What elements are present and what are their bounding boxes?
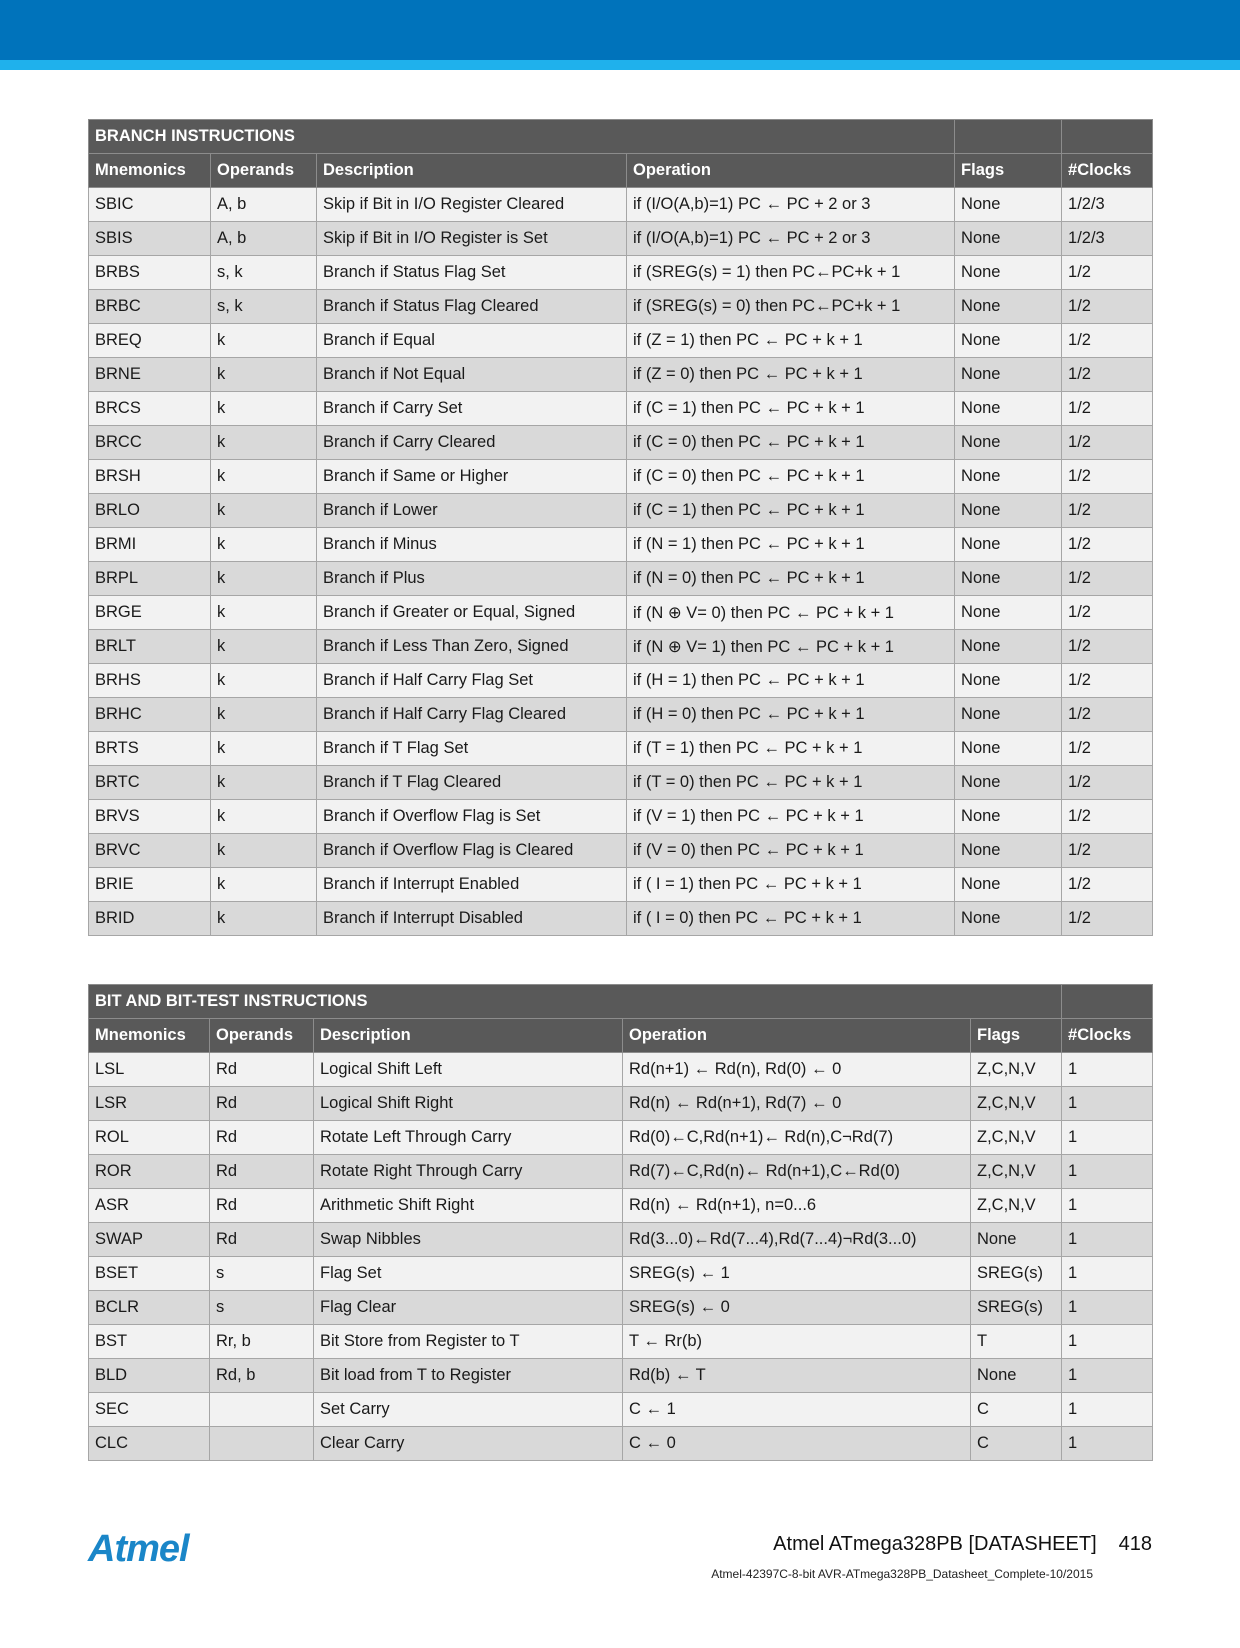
table-row <box>89 1325 1153 1359</box>
column-header: Operands <box>210 1019 314 1053</box>
mnemonic-cell: BLD <box>89 1359 210 1393</box>
operation-cell: Rd(n) ← Rd(n+1), Rd(7) ← 0 <box>623 1087 971 1121</box>
description-cell: Flag Set <box>314 1257 623 1291</box>
operation-cell: if (C = 1) then PC ← PC + k + 1 <box>627 494 955 528</box>
flags-cell: None <box>971 1359 1062 1393</box>
operation-cell: if (V = 0) then PC ← PC + k + 1 <box>627 834 955 868</box>
description-cell: Bit Store from Register to T <box>314 1325 623 1359</box>
column-header: #Clocks <box>1062 1019 1153 1053</box>
operands-cell: k <box>211 630 317 664</box>
operation-cell: Rd(b) ← T <box>623 1359 971 1393</box>
operands-cell: k <box>211 460 317 494</box>
description-cell: Branch if Overflow Flag is Cleared <box>317 834 627 868</box>
table-row <box>89 698 1153 732</box>
mnemonic-cell: BRTC <box>89 766 211 800</box>
description-cell: Clear Carry <box>314 1427 623 1461</box>
header-stripe <box>0 60 1240 70</box>
clocks-cell: 1/2 <box>1062 324 1153 358</box>
mnemonic-cell: BRVS <box>89 800 211 834</box>
mnemonic-cell: BRID <box>89 902 211 936</box>
description-cell: Logical Shift Right <box>314 1087 623 1121</box>
clocks-cell: 1/2 <box>1062 664 1153 698</box>
operands-cell: Rd <box>210 1155 314 1189</box>
clocks-cell: 1/2 <box>1062 766 1153 800</box>
flags-cell: None <box>955 392 1062 426</box>
section-title-row <box>89 120 1153 154</box>
column-header: Mnemonics <box>89 1019 210 1053</box>
table-row <box>89 902 1153 936</box>
mnemonic-cell: BRSH <box>89 460 211 494</box>
operation-cell: if (C = 0) then PC ← PC + k + 1 <box>627 460 955 494</box>
page-number: 418 <box>1118 1533 1152 1555</box>
description-cell: Branch if Carry Cleared <box>317 426 627 460</box>
clocks-cell: 1/2 <box>1062 290 1153 324</box>
clocks-cell: 1 <box>1062 1325 1153 1359</box>
table-row <box>89 834 1153 868</box>
operands-cell: k <box>211 562 317 596</box>
flags-cell: None <box>971 1223 1062 1257</box>
mnemonic-cell: BRHS <box>89 664 211 698</box>
operation-cell: if (I/O(A,b)=1) PC ← PC + 2 or 3 <box>627 222 955 256</box>
clocks-cell: 1 <box>1062 1053 1153 1087</box>
mnemonic-cell: LSL <box>89 1053 210 1087</box>
clocks-cell: 1/2 <box>1062 630 1153 664</box>
table-row <box>89 1427 1153 1461</box>
mnemonic-cell: BRCC <box>89 426 211 460</box>
operation-cell: if (V = 1) then PC ← PC + k + 1 <box>627 800 955 834</box>
operation-cell: Rd(n) ← Rd(n+1), n=0...6 <box>623 1189 971 1223</box>
operation-cell: if (T = 0) then PC ← PC + k + 1 <box>627 766 955 800</box>
flags-cell: None <box>955 766 1062 800</box>
section-title: BRANCH INSTRUCTIONS <box>89 120 955 154</box>
mnemonic-cell: BRGE <box>89 596 211 630</box>
mnemonic-cell: BRTS <box>89 732 211 766</box>
flags-cell: None <box>955 290 1062 324</box>
flags-cell: T <box>971 1325 1062 1359</box>
clocks-cell: 1/2 <box>1062 562 1153 596</box>
mnemonic-cell: BCLR <box>89 1291 210 1325</box>
table-row <box>89 188 1153 222</box>
operands-cell: k <box>211 494 317 528</box>
operands-cell: k <box>211 800 317 834</box>
flags-cell: None <box>955 528 1062 562</box>
flags-cell: C <box>971 1393 1062 1427</box>
table-row <box>89 290 1153 324</box>
clocks-cell: 1/2 <box>1062 426 1153 460</box>
column-header: #Clocks <box>1062 154 1153 188</box>
operands-cell: s, k <box>211 256 317 290</box>
description-cell: Skip if Bit in I/O Register Cleared <box>317 188 627 222</box>
clocks-cell: 1/2 <box>1062 732 1153 766</box>
table-row <box>89 494 1153 528</box>
operands-cell: k <box>211 324 317 358</box>
mnemonic-cell: ROL <box>89 1121 210 1155</box>
table-row <box>89 1223 1153 1257</box>
mnemonic-cell: BRNE <box>89 358 211 392</box>
description-cell: Skip if Bit in I/O Register is Set <box>317 222 627 256</box>
mnemonic-cell: BRBS <box>89 256 211 290</box>
description-cell: Branch if Overflow Flag is Set <box>317 800 627 834</box>
clocks-cell: 1/2 <box>1062 868 1153 902</box>
branch-instructions-table <box>88 119 1153 936</box>
mnemonic-cell: BRBC <box>89 290 211 324</box>
operation-cell: Rd(3...0)←Rd(7...4),Rd(7...4)¬Rd(3...0) <box>623 1223 971 1257</box>
mnemonic-cell: BREQ <box>89 324 211 358</box>
clocks-cell: 1/2 <box>1062 392 1153 426</box>
mnemonic-cell: SBIS <box>89 222 211 256</box>
clocks-cell: 1/2 <box>1062 902 1153 936</box>
description-cell: Bit load from T to Register <box>314 1359 623 1393</box>
operation-cell: if (T = 1) then PC ← PC + k + 1 <box>627 732 955 766</box>
operands-cell: A, b <box>211 188 317 222</box>
operation-cell: if ( I = 0) then PC ← PC + k + 1 <box>627 902 955 936</box>
flags-cell: C <box>971 1427 1062 1461</box>
operation-cell: T ← Rr(b) <box>623 1325 971 1359</box>
column-header: Operation <box>627 154 955 188</box>
operands-cell: k <box>211 664 317 698</box>
table-row <box>89 1257 1153 1291</box>
table-row <box>89 1189 1153 1223</box>
table-row <box>89 766 1153 800</box>
operands-cell: s <box>210 1291 314 1325</box>
mnemonic-cell: BRMI <box>89 528 211 562</box>
operands-cell: k <box>211 834 317 868</box>
table-body <box>89 188 1153 936</box>
operation-cell: if (C = 1) then PC ← PC + k + 1 <box>627 392 955 426</box>
clocks-cell: 1 <box>1062 1257 1153 1291</box>
operation-cell: if ( I = 1) then PC ← PC + k + 1 <box>627 868 955 902</box>
header-row <box>89 154 1153 188</box>
table-row <box>89 562 1153 596</box>
operands-cell: k <box>211 528 317 562</box>
bit-instructions-table <box>88 984 1153 1461</box>
mnemonic-cell: BST <box>89 1325 210 1359</box>
flags-cell: None <box>955 256 1062 290</box>
table-row <box>89 324 1153 358</box>
operation-cell: if (SREG(s) = 1) then PC←PC+k + 1 <box>627 256 955 290</box>
atmel-logo: Atmel <box>88 1528 189 1570</box>
operation-cell: C ← 1 <box>623 1393 971 1427</box>
operands-cell: Rd <box>210 1223 314 1257</box>
operands-cell: k <box>211 902 317 936</box>
flags-cell: Z,C,N,V <box>971 1053 1062 1087</box>
mnemonic-cell: BRVC <box>89 834 211 868</box>
description-cell: Branch if Not Equal <box>317 358 627 392</box>
clocks-cell: 1/2/3 <box>1062 222 1153 256</box>
flags-cell: None <box>955 324 1062 358</box>
description-cell: Arithmetic Shift Right <box>314 1189 623 1223</box>
clocks-cell: 1 <box>1062 1427 1153 1461</box>
operation-cell: if (Z = 1) then PC ← PC + k + 1 <box>627 324 955 358</box>
description-cell: Branch if Minus <box>317 528 627 562</box>
flags-cell: None <box>955 868 1062 902</box>
operation-cell: SREG(s) ← 1 <box>623 1257 971 1291</box>
clocks-cell: 1/2 <box>1062 834 1153 868</box>
column-header: Flags <box>971 1019 1062 1053</box>
clocks-cell: 1 <box>1062 1359 1153 1393</box>
column-header: Operands <box>211 154 317 188</box>
operation-cell: if (SREG(s) = 0) then PC←PC+k + 1 <box>627 290 955 324</box>
table-row <box>89 1053 1153 1087</box>
operation-cell: Rd(0)←C,Rd(n+1)← Rd(n),C¬Rd(7) <box>623 1121 971 1155</box>
table-row <box>89 256 1153 290</box>
table-row <box>89 358 1153 392</box>
mnemonic-cell: CLC <box>89 1427 210 1461</box>
operands-cell: k <box>211 698 317 732</box>
table-row <box>89 460 1153 494</box>
description-cell: Swap Nibbles <box>314 1223 623 1257</box>
operands-cell: k <box>211 596 317 630</box>
operation-cell: if (C = 0) then PC ← PC + k + 1 <box>627 426 955 460</box>
mnemonic-cell: BRLO <box>89 494 211 528</box>
operands-cell: Rd, b <box>210 1359 314 1393</box>
description-cell: Branch if Status Flag Set <box>317 256 627 290</box>
flags-cell: SREG(s) <box>971 1257 1062 1291</box>
document-title: Atmel ATmega328PB [DATASHEET] <box>773 1533 1097 1555</box>
mnemonic-cell: ROR <box>89 1155 210 1189</box>
description-cell: Branch if Equal <box>317 324 627 358</box>
clocks-cell: 1 <box>1062 1291 1153 1325</box>
operands-cell: k <box>211 358 317 392</box>
mnemonic-cell: SEC <box>89 1393 210 1427</box>
table-row <box>89 1393 1153 1427</box>
flags-cell: None <box>955 630 1062 664</box>
column-header: Description <box>317 154 627 188</box>
mnemonic-cell: SWAP <box>89 1223 210 1257</box>
clocks-cell: 1/2 <box>1062 358 1153 392</box>
operands-cell: k <box>211 426 317 460</box>
operands-cell: k <box>211 732 317 766</box>
table-row <box>89 528 1153 562</box>
clocks-cell: 1 <box>1062 1223 1153 1257</box>
flags-cell: None <box>955 188 1062 222</box>
flags-cell: Z,C,N,V <box>971 1121 1062 1155</box>
flags-cell: None <box>955 664 1062 698</box>
table-row <box>89 1291 1153 1325</box>
operands-cell: Rd <box>210 1189 314 1223</box>
column-header: Description <box>314 1019 623 1053</box>
operands-cell: Rd <box>210 1087 314 1121</box>
description-cell: Rotate Left Through Carry <box>314 1121 623 1155</box>
table-row <box>89 426 1153 460</box>
operation-cell: if (N ⊕ V= 0) then PC ← PC + k + 1 <box>627 596 955 630</box>
mnemonic-cell: ASR <box>89 1189 210 1223</box>
clocks-cell: 1/2/3 <box>1062 188 1153 222</box>
header-band <box>0 0 1240 60</box>
operands-cell: Rd <box>210 1121 314 1155</box>
operands-cell: A, b <box>211 222 317 256</box>
operands-cell: Rr, b <box>210 1325 314 1359</box>
operands-cell: Rd <box>210 1053 314 1087</box>
clocks-cell: 1 <box>1062 1155 1153 1189</box>
operands-cell: k <box>211 868 317 902</box>
flags-cell: SREG(s) <box>971 1291 1062 1325</box>
flags-cell: None <box>955 460 1062 494</box>
column-header: Operation <box>623 1019 971 1053</box>
operation-cell: C ← 0 <box>623 1427 971 1461</box>
flags-cell: Z,C,N,V <box>971 1155 1062 1189</box>
section-title: BIT AND BIT-TEST INSTRUCTIONS <box>89 985 1062 1019</box>
flags-cell: Z,C,N,V <box>971 1189 1062 1223</box>
mnemonic-cell: BRCS <box>89 392 211 426</box>
operation-cell: Rd(7)←C,Rd(n)← Rd(n+1),C←Rd(0) <box>623 1155 971 1189</box>
flags-cell: None <box>955 358 1062 392</box>
clocks-cell: 1 <box>1062 1087 1153 1121</box>
description-cell: Set Carry <box>314 1393 623 1427</box>
flags-cell: None <box>955 562 1062 596</box>
flags-cell: None <box>955 426 1062 460</box>
flags-cell: None <box>955 494 1062 528</box>
operation-cell: SREG(s) ← 0 <box>623 1291 971 1325</box>
column-header: Mnemonics <box>89 154 211 188</box>
operands-cell: s <box>210 1257 314 1291</box>
operation-cell: if (N = 0) then PC ← PC + k + 1 <box>627 562 955 596</box>
operation-cell: Rd(n+1) ← Rd(n), Rd(0) ← 0 <box>623 1053 971 1087</box>
description-cell: Branch if T Flag Cleared <box>317 766 627 800</box>
clocks-cell: 1/2 <box>1062 800 1153 834</box>
description-cell: Branch if Carry Set <box>317 392 627 426</box>
document-id: Atmel-42397C-8-bit AVR-ATmega328PB_Datasheet_Complete-10/2015 <box>711 1567 1093 1581</box>
flags-cell: None <box>955 596 1062 630</box>
table-row <box>89 596 1153 630</box>
table-row <box>89 392 1153 426</box>
description-cell: Branch if Interrupt Enabled <box>317 868 627 902</box>
table-row <box>89 630 1153 664</box>
operation-cell: if (N ⊕ V= 1) then PC ← PC + k + 1 <box>627 630 955 664</box>
description-cell: Flag Clear <box>314 1291 623 1325</box>
clocks-cell: 1/2 <box>1062 494 1153 528</box>
description-cell: Branch if Half Carry Flag Cleared <box>317 698 627 732</box>
clocks-cell: 1 <box>1062 1121 1153 1155</box>
table-row <box>89 664 1153 698</box>
mnemonic-cell: BRLT <box>89 630 211 664</box>
description-cell: Branch if Interrupt Disabled <box>317 902 627 936</box>
mnemonic-cell: SBIC <box>89 188 211 222</box>
operation-cell: if (I/O(A,b)=1) PC ← PC + 2 or 3 <box>627 188 955 222</box>
description-cell: Branch if Status Flag Cleared <box>317 290 627 324</box>
operation-cell: if (Z = 0) then PC ← PC + k + 1 <box>627 358 955 392</box>
description-cell: Rotate Right Through Carry <box>314 1155 623 1189</box>
table-row <box>89 1359 1153 1393</box>
description-cell: Branch if T Flag Set <box>317 732 627 766</box>
footer-title <box>773 1533 1152 1556</box>
clocks-cell: 1/2 <box>1062 698 1153 732</box>
table-row <box>89 800 1153 834</box>
operation-cell: if (N = 1) then PC ← PC + k + 1 <box>627 528 955 562</box>
description-cell: Branch if Same or Higher <box>317 460 627 494</box>
description-cell: Branch if Greater or Equal, Signed <box>317 596 627 630</box>
table-body <box>89 1053 1153 1461</box>
column-header: Flags <box>955 154 1062 188</box>
flags-cell: Z,C,N,V <box>971 1087 1062 1121</box>
flags-cell: None <box>955 222 1062 256</box>
description-cell: Logical Shift Left <box>314 1053 623 1087</box>
table-row <box>89 1155 1153 1189</box>
mnemonic-cell: BRIE <box>89 868 211 902</box>
flags-cell: None <box>955 834 1062 868</box>
description-cell: Branch if Less Than Zero, Signed <box>317 630 627 664</box>
description-cell: Branch if Half Carry Flag Set <box>317 664 627 698</box>
flags-cell: None <box>955 732 1062 766</box>
description-cell: Branch if Lower <box>317 494 627 528</box>
operation-cell: if (H = 1) then PC ← PC + k + 1 <box>627 664 955 698</box>
clocks-cell: 1/2 <box>1062 528 1153 562</box>
table-row <box>89 1087 1153 1121</box>
mnemonic-cell: LSR <box>89 1087 210 1121</box>
operands-cell <box>210 1427 314 1461</box>
flags-cell: None <box>955 800 1062 834</box>
flags-cell: None <box>955 698 1062 732</box>
operands-cell: s, k <box>211 290 317 324</box>
clocks-cell: 1 <box>1062 1393 1153 1427</box>
table-row <box>89 868 1153 902</box>
table-row <box>89 1121 1153 1155</box>
operation-cell: if (H = 0) then PC ← PC + k + 1 <box>627 698 955 732</box>
clocks-cell: 1 <box>1062 1189 1153 1223</box>
description-cell: Branch if Plus <box>317 562 627 596</box>
header-row <box>89 1019 1153 1053</box>
mnemonic-cell: BSET <box>89 1257 210 1291</box>
flags-cell: None <box>955 902 1062 936</box>
operands-cell: k <box>211 766 317 800</box>
operands-cell: k <box>211 392 317 426</box>
mnemonic-cell: BRPL <box>89 562 211 596</box>
clocks-cell: 1/2 <box>1062 596 1153 630</box>
section-title-row <box>89 985 1153 1019</box>
table-row <box>89 732 1153 766</box>
table-row <box>89 222 1153 256</box>
operands-cell <box>210 1393 314 1427</box>
clocks-cell: 1/2 <box>1062 460 1153 494</box>
mnemonic-cell: BRHC <box>89 698 211 732</box>
clocks-cell: 1/2 <box>1062 256 1153 290</box>
